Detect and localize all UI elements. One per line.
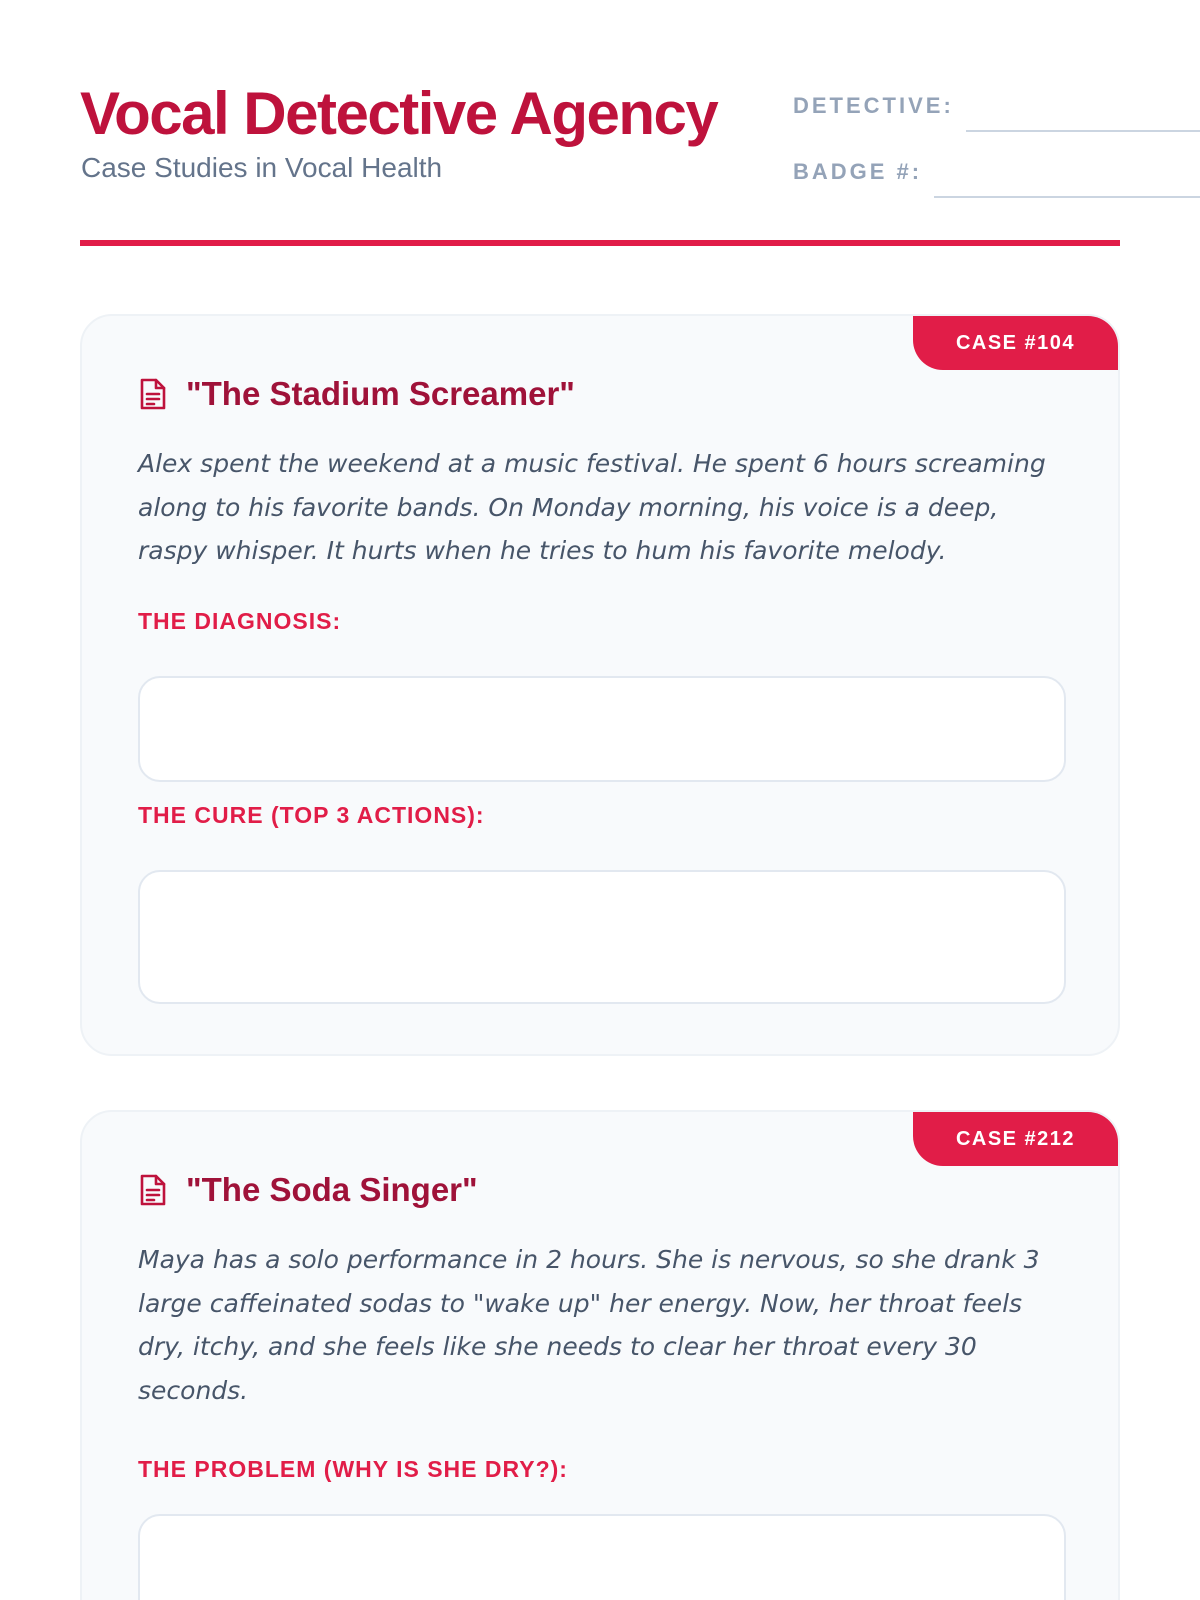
case-title: "The Soda Singer" — [186, 1171, 478, 1208]
case-heading — [138, 374, 575, 414]
badge-input-line[interactable] — [934, 196, 1200, 198]
diagnosis-label: THE DIAGNOSIS: — [138, 608, 342, 634]
case-title: "The Stadium Screamer" — [186, 375, 575, 412]
header-divider — [80, 240, 1120, 246]
detective-field — [793, 92, 1200, 120]
cure-label: THE CURE (TOP 3 ACTIONS): — [138, 802, 485, 828]
case-number-badge: CASE #212 — [913, 1112, 1118, 1166]
badge-field — [793, 158, 1200, 186]
detective-input-line[interactable] — [966, 130, 1200, 132]
case-card — [80, 1110, 1120, 1600]
page-header — [80, 80, 1200, 210]
cure-answer-box[interactable] — [138, 870, 1066, 1004]
agency-title: Vocal Detective Agency — [80, 80, 718, 147]
case-story: Maya has a solo performance in 2 hours. She is nervous, so she drank 3 large caffeinated sodas to "wake up" her energy. Now, her throat feels dry, itchy, and she feels like she needs to clear her throat every 30 seconds. — [138, 1245, 1040, 1405]
detective-label: DETECTIVE: — [793, 93, 954, 118]
case-card — [80, 314, 1120, 1056]
document-icon — [138, 1173, 168, 1207]
case-heading — [138, 1170, 478, 1210]
document-icon — [138, 377, 168, 411]
problem-answer-box[interactable] — [138, 1514, 1066, 1600]
badge-label: BADGE #: — [793, 159, 923, 184]
agency-subtitle: Case Studies in Vocal Health — [81, 152, 443, 183]
case-story: Alex spent the weekend at a music festival. He spent 6 hours screaming along to his favorite bands. On Monday morning, his voice is a deep, raspy whisper. It hurts when he tries to hum his favorite melody. — [138, 449, 1046, 565]
diagnosis-answer-box[interactable] — [138, 676, 1066, 782]
problem-label: THE PROBLEM (WHY IS SHE DRY?): — [138, 1456, 568, 1482]
case-number-badge: CASE #104 — [913, 316, 1118, 370]
